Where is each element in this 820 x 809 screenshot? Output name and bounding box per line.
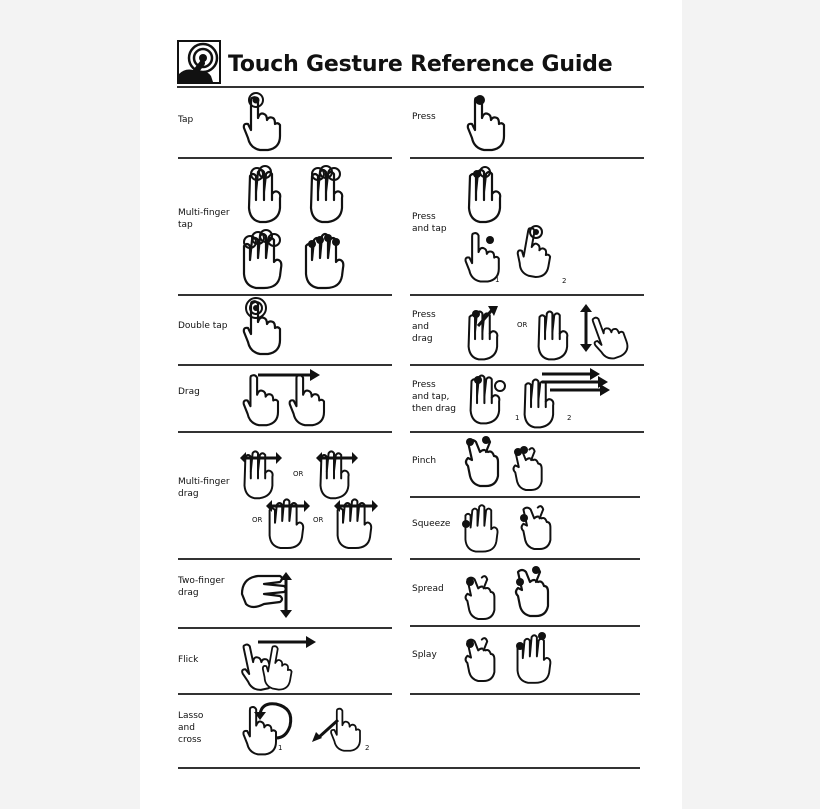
header-divider: [177, 86, 644, 88]
step-number: 2: [567, 414, 572, 422]
two-finger-tap-icon: [244, 164, 288, 224]
label-two-finger-drag: Two-finger drag: [178, 576, 225, 598]
or-connector: OR: [293, 470, 304, 478]
multi-finger-drag-left-icon: [240, 446, 286, 498]
press-tap-drag-step2-icon: [520, 368, 612, 426]
three-finger-tap-icon: [306, 164, 350, 224]
step-number: 1: [515, 414, 520, 422]
label-press-and-tap-then-drag: Press and tap, then drag: [412, 380, 456, 414]
label-lasso-and-cross: Lasso and cross: [178, 711, 204, 745]
divider: [178, 693, 392, 695]
label-splay: Splay: [412, 650, 437, 660]
divider: [410, 431, 644, 433]
double-tap-gesture-icon: [240, 298, 286, 358]
divider: [178, 364, 392, 366]
press-and-tap-step2-icon: [514, 226, 560, 284]
pinch-start-icon: [462, 436, 506, 490]
divider: [178, 767, 640, 769]
step-number: 1: [278, 744, 283, 752]
label-press: Press: [412, 112, 436, 122]
spread-start-icon: [462, 574, 508, 620]
divider: [410, 364, 644, 366]
five-finger-tap-icon: [302, 228, 350, 290]
divider: [410, 294, 644, 296]
four-finger-tap-icon: [240, 228, 286, 290]
squeeze-start-icon: [462, 500, 508, 552]
lasso-gesture-icon: [240, 700, 298, 758]
spread-end-icon: [512, 566, 556, 620]
label-press-and-tap: Press and tap: [412, 212, 447, 234]
multi-finger-drag-right-icon: [316, 446, 362, 498]
press-and-drag-alt-icon: [534, 302, 634, 358]
multi-finger-drag-four-icon: [334, 494, 382, 546]
label-spread: Spread: [412, 584, 444, 594]
divider: [410, 625, 640, 627]
label-double-tap: Double tap: [178, 321, 228, 331]
multi-finger-drag-three-icon: [266, 494, 314, 546]
touch-target-hand-icon: [177, 40, 221, 84]
label-pinch: Pinch: [412, 456, 437, 466]
label-multi-finger-tap: Multi-finger tap: [178, 208, 230, 230]
tap-gesture-icon: [240, 94, 286, 154]
label-multi-finger-drag: Multi-finger drag: [178, 477, 230, 499]
divider: [410, 558, 640, 560]
pinch-end-icon: [510, 446, 554, 492]
press-and-tap-icon: [464, 164, 508, 224]
squeeze-end-icon: [518, 504, 570, 554]
step-number: 2: [365, 744, 370, 752]
page-title: Touch Gesture Reference Guide: [228, 52, 613, 77]
divider: [178, 157, 392, 159]
flick-gesture-icon: [238, 634, 318, 690]
press-and-drag-icon: [462, 304, 516, 358]
two-finger-drag-icon: [240, 572, 296, 622]
press-tap-drag-step1-icon: [466, 370, 512, 426]
label-flick: Flick: [178, 655, 199, 665]
divider: [178, 294, 392, 296]
drag-gesture-icon: [240, 368, 332, 424]
splay-start-icon: [462, 636, 508, 682]
label-squeeze: Squeeze: [412, 519, 451, 529]
or-connector: OR: [517, 321, 528, 329]
step-number: 1: [495, 276, 500, 284]
divider: [178, 431, 392, 433]
or-connector: OR: [252, 516, 263, 524]
label-tap: Tap: [178, 115, 194, 125]
or-connector: OR: [313, 516, 324, 524]
splay-end-icon: [514, 630, 562, 684]
press-gesture-icon: [464, 94, 510, 154]
divider: [410, 496, 640, 498]
divider: [178, 627, 392, 629]
cross-gesture-icon: [310, 708, 370, 754]
step-number: 2: [562, 277, 567, 285]
divider: [410, 693, 640, 695]
label-drag: Drag: [178, 387, 200, 397]
divider: [178, 558, 392, 560]
label-press-and-drag: Press and drag: [412, 310, 436, 344]
divider: [410, 157, 644, 159]
